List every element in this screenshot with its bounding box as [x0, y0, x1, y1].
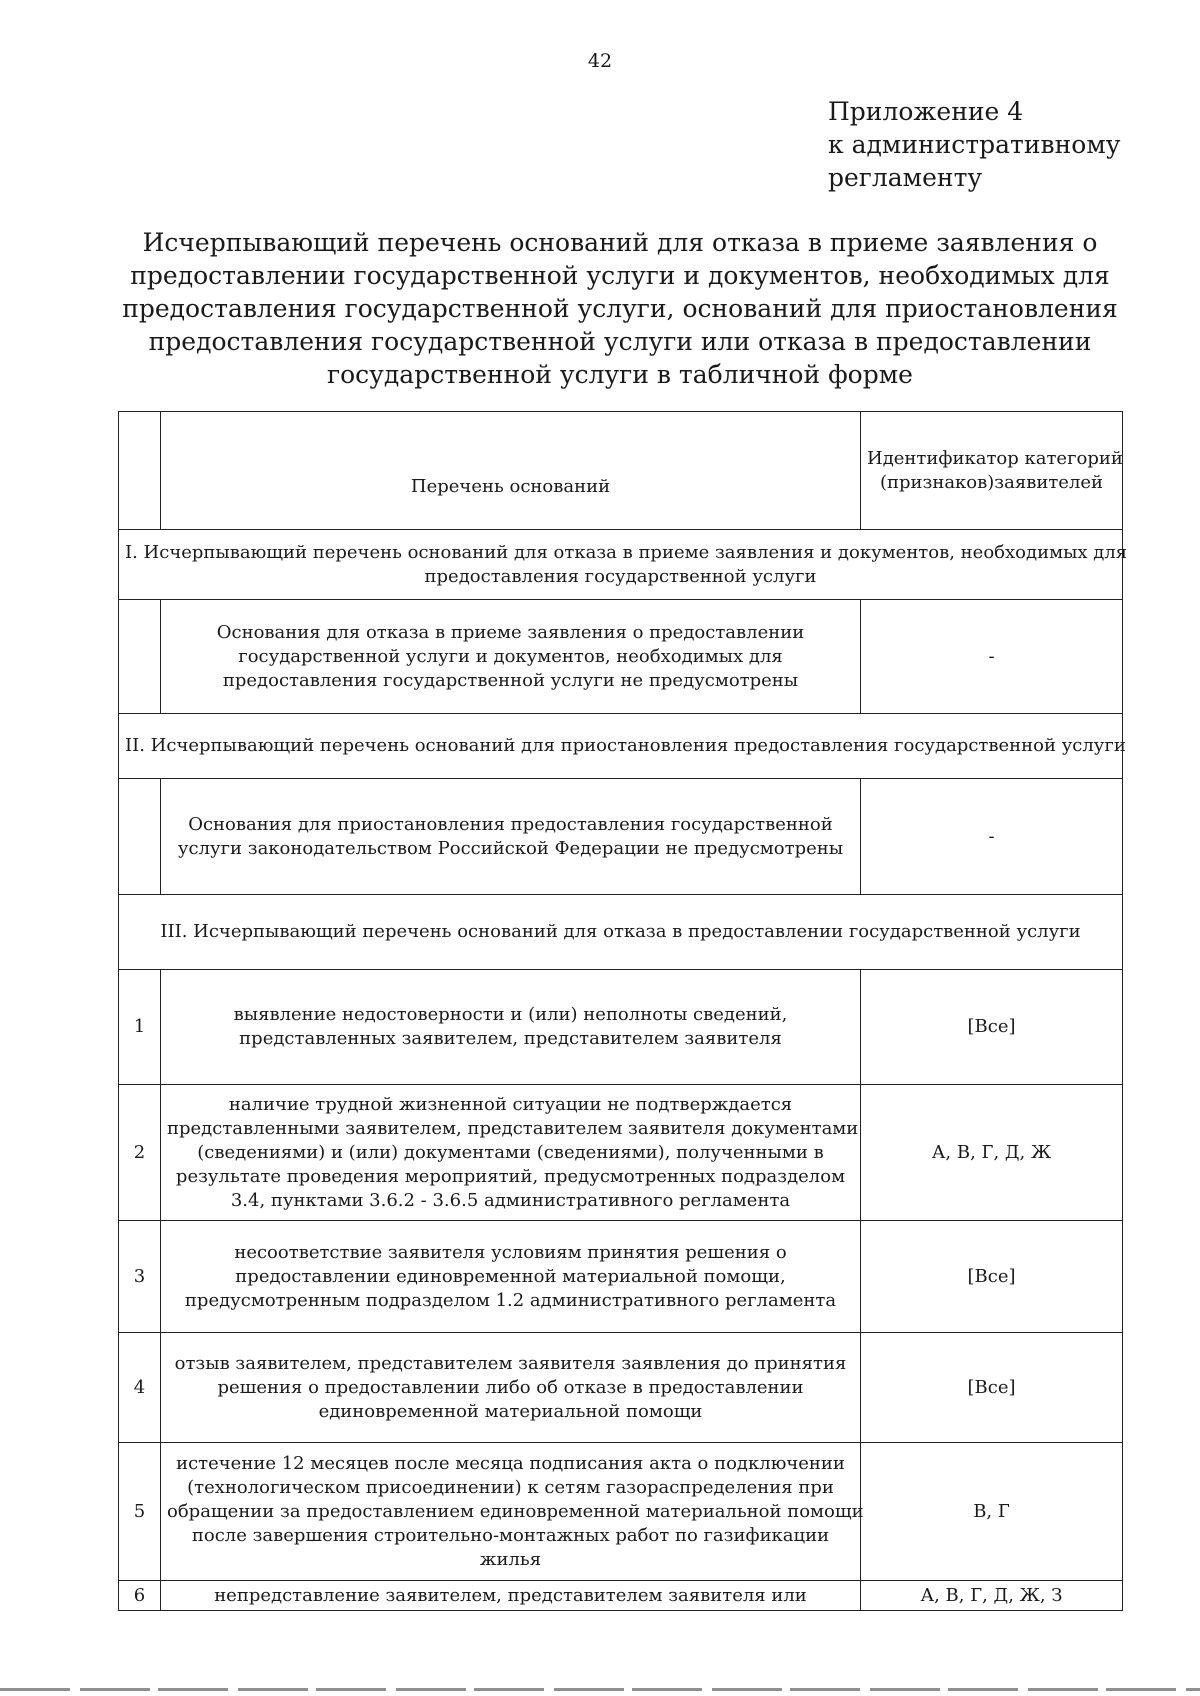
header-identifier-cell [861, 412, 1123, 530]
title-line: предоставлении государственной услуги и документов, необходимых для [130, 261, 1110, 290]
document-title [120, 226, 1120, 391]
row-identifier-cell: - [861, 779, 1123, 895]
row-text-line: истечение 12 месяцев после месяца подписания акта о подключении [176, 1452, 845, 1474]
title-line: Исчерпывающий перечень оснований для отказа в приеме заявления о [142, 228, 1098, 257]
table-row [119, 779, 1123, 895]
row-text-line: 3.4, пунктами 3.6.2 - 3.6.5 административного регламента [230, 1189, 791, 1211]
row-text-line: Основания для отказа в приеме заявления о предоставлении [216, 621, 805, 643]
row-text-line: услуги законодательством Российской Федерации не предусмотрены [177, 837, 844, 859]
row-identifier-cell: [Все] [861, 1221, 1123, 1333]
row-num-cell [119, 779, 161, 895]
section-heading-row [119, 895, 1123, 970]
row-num-cell: 6 [119, 1581, 161, 1611]
row-text-cell [161, 779, 861, 895]
section-3-heading [119, 895, 1123, 970]
section-1-heading [119, 530, 1128, 600]
row-num-cell [119, 600, 161, 714]
row-text-line: выявление недостоверности и (или) неполноты сведений, [233, 1004, 788, 1025]
row-text-cell [161, 1443, 864, 1581]
appendix-line: к административному [828, 130, 1121, 159]
row-identifier-cell: - [861, 600, 1123, 714]
section-heading-row [119, 530, 1123, 600]
row-identifier-cell: [Все] [861, 970, 1123, 1085]
title-line: предоставления государственной услуги или отказа в предоставлении [148, 327, 1092, 356]
row-text-cell [161, 1221, 861, 1333]
table-row [119, 1221, 1123, 1333]
section-2-heading [119, 714, 1126, 779]
row-text-line: единовременной материальной помощи [318, 1400, 703, 1422]
table-row [119, 970, 1123, 1085]
row-text-line: непредставление заявителем, представителем заявителя или [214, 1584, 807, 1606]
row-text-cell [161, 970, 861, 1085]
row-text-line: жилья [479, 1548, 542, 1570]
row-num-cell: 2 [119, 1085, 161, 1221]
row-text-cell [161, 1085, 861, 1221]
grounds-table [118, 411, 1128, 1611]
row-num-cell: 3 [119, 1221, 161, 1333]
scan-edge-artifact [0, 1688, 1200, 1691]
appendix-line: Приложение 4 [828, 97, 1024, 126]
row-identifier-cell: А, В, Г, Д, Ж [861, 1085, 1123, 1221]
row-text-line: результате проведения мероприятий, предусмотренных подразделом [175, 1165, 846, 1187]
row-text-line: предоставления государственной услуги не предусмотрены [222, 669, 799, 691]
row-identifier-cell: А, В, Г, Д, Ж, З [861, 1581, 1123, 1611]
header-identifier-line: (признаков)заявителей [879, 471, 1104, 493]
row-text-line: предоставлении единовременной материальной помощи, [235, 1265, 786, 1287]
section-heading-row [119, 714, 1123, 779]
section-heading-line: II. Исчерпывающий перечень оснований для приостановления предоставления государственной услуги [125, 735, 1126, 756]
page-number: 42 [587, 50, 613, 72]
row-text-line: после завершения строительно-монтажных работ по газификации [191, 1524, 830, 1546]
header-identifier-line: Идентификатор категорий [867, 447, 1123, 469]
table-row [119, 1333, 1123, 1443]
row-text-cell [161, 600, 861, 714]
section-heading-line: предоставления государственной услуги [424, 565, 817, 587]
row-text-line: обращении за предоставлением единовременной материальной помощи [167, 1500, 864, 1522]
title-line: предоставления государственной услуги, оснований для приостановления [122, 294, 1118, 323]
header-num-cell [119, 412, 161, 530]
row-text-line: решения о предоставлении либо об отказе в предоставлении [217, 1376, 804, 1398]
appendix-note [828, 95, 1120, 194]
header-grounds-cell: Перечень оснований [161, 412, 861, 530]
row-identifier-cell: В, Г [861, 1443, 1123, 1581]
row-text-line: отзыв заявителем, представителем заявителя заявления до принятия [174, 1352, 847, 1374]
row-text-line: представленных заявителем, представителем заявителя [239, 1028, 782, 1049]
row-text-line: Основания для приостановления предоставления государственной [188, 813, 833, 835]
row-text-line: несоответствие заявителя условиям принятия решения о [234, 1241, 787, 1263]
table-row [119, 600, 1123, 714]
row-text-line: наличие трудной жизненной ситуации не подтверждается [228, 1093, 793, 1115]
row-num-cell: 5 [119, 1443, 161, 1581]
row-text-line: представленными заявителем, представителем заявителя документами [167, 1117, 859, 1139]
title-line: государственной услуги в табличной форме [327, 360, 913, 389]
row-num-cell: 4 [119, 1333, 161, 1443]
table-row [119, 1581, 1123, 1611]
row-text-line: предусмотренным подразделом 1.2 административного регламента [184, 1289, 837, 1311]
section-heading-line: I. Исчерпывающий перечень оснований для отказа в приеме заявления и документов, необходимых для [125, 541, 1128, 563]
section-heading-line: III. Исчерпывающий перечень оснований для отказа в предоставлении государственной услуги [160, 921, 1081, 942]
row-identifier-cell: [Все] [861, 1333, 1123, 1443]
table-row [119, 1085, 1123, 1221]
appendix-line: регламенту [828, 163, 983, 192]
row-text-cell [161, 1333, 861, 1443]
row-text-line: государственной услуги и документов, необходимых для [238, 645, 783, 667]
row-num-cell: 1 [119, 970, 161, 1085]
table-row [119, 1443, 1123, 1581]
row-text-line: (сведениями) и (или) документами (сведениями), полученными в [197, 1141, 824, 1163]
row-text-cell [161, 1581, 861, 1611]
table-header-row [119, 412, 1123, 530]
row-text-line: (технологическом присоединении) к сетям газораспределения при [187, 1476, 834, 1498]
